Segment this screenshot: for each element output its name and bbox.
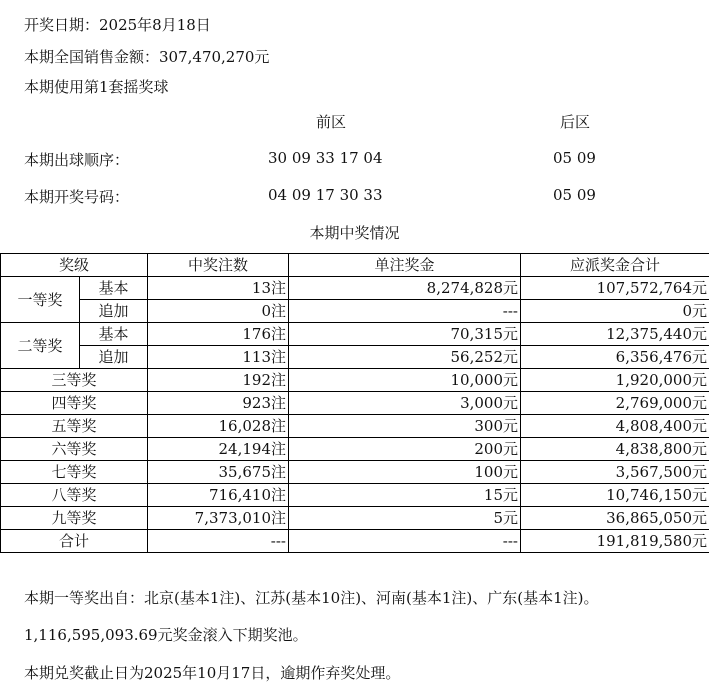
- header-count: 中奖注数: [148, 254, 289, 277]
- total-cell: 10,746,150元: [521, 484, 709, 507]
- sales-amount: 本期全国销售金额：307,470,270元: [24, 48, 270, 66]
- prize-cell: 8,274,828元: [289, 277, 521, 300]
- prize-cell: 200元: [289, 438, 521, 461]
- number-label: 本期开奖号码：: [24, 188, 130, 206]
- total-cell: 12,375,440元: [521, 323, 709, 346]
- prize-cell: 5元: [289, 507, 521, 530]
- prize-cell: 100元: [289, 461, 521, 484]
- total-cell: 6,356,476元: [521, 346, 709, 369]
- sub-level: 追加: [80, 346, 148, 369]
- level-cell: 六等奖: [1, 438, 148, 461]
- sub-level: 基本: [80, 277, 148, 300]
- prize-cell: 15元: [289, 484, 521, 507]
- total-cell: 107,572,764元: [521, 277, 709, 300]
- count-cell: 7,373,010注: [148, 507, 289, 530]
- count-cell: 113注: [148, 346, 289, 369]
- count-cell: 716,410注: [148, 484, 289, 507]
- level-cell: 九等奖: [1, 507, 148, 530]
- level-second: 二等奖: [1, 323, 80, 369]
- header-prize: 单注奖金: [289, 254, 521, 277]
- order-label: 本期出球顺序：: [24, 151, 130, 169]
- table-row: [1, 507, 709, 530]
- order-front-numbers: 30 09 33 17 04: [268, 149, 383, 167]
- jackpot-rollover: 1,116,595,093.69元奖金滚入下期奖池。: [24, 626, 308, 644]
- count-cell: 192注: [148, 369, 289, 392]
- table-row: [1, 369, 709, 392]
- count-cell: 923注: [148, 392, 289, 415]
- count-cell: 35,675注: [148, 461, 289, 484]
- level-cell: 五等奖: [1, 415, 148, 438]
- level-cell: 七等奖: [1, 461, 148, 484]
- prize-cell: 10,000元: [289, 369, 521, 392]
- total-cell: 36,865,050元: [521, 507, 709, 530]
- table-row: [1, 461, 709, 484]
- count-cell: 13注: [148, 277, 289, 300]
- prize-cell: 70,315元: [289, 323, 521, 346]
- ball-set-info: 本期使用第1套摇奖球: [24, 78, 169, 96]
- total-cell: 4,838,800元: [521, 438, 709, 461]
- table-title: 本期中奖情况: [309, 224, 400, 242]
- sum-prize: ---: [289, 530, 521, 553]
- prize-cell: ---: [289, 300, 521, 323]
- winning-front-numbers: 04 09 17 30 33: [268, 186, 383, 204]
- sum-label: 合计: [1, 530, 148, 553]
- sum-total: 191,819,580元: [521, 530, 709, 553]
- count-cell: 0注: [148, 300, 289, 323]
- total-cell: 1,920,000元: [521, 369, 709, 392]
- level-cell: 四等奖: [1, 392, 148, 415]
- total-cell: 2,769,000元: [521, 392, 709, 415]
- level-cell: 八等奖: [1, 484, 148, 507]
- table-header-row: [1, 254, 709, 277]
- total-cell: 3,567,500元: [521, 461, 709, 484]
- prize-table: [0, 253, 709, 553]
- first-prize-origins: 本期一等奖出自：北京(基本1注)、江苏(基本10注)、河南(基本1注)、广东(基本1注)。: [24, 589, 599, 607]
- count-cell: 24,194注: [148, 438, 289, 461]
- prize-cell: 56,252元: [289, 346, 521, 369]
- header-total: 应派奖金合计: [521, 254, 709, 277]
- order-back-numbers: 05 09: [553, 149, 596, 167]
- table-row: [1, 392, 709, 415]
- sub-level: 基本: [80, 323, 148, 346]
- winning-back-numbers: 05 09: [553, 186, 596, 204]
- total-cell: 0元: [521, 300, 709, 323]
- total-cell: 4,808,400元: [521, 415, 709, 438]
- count-cell: 16,028注: [148, 415, 289, 438]
- front-zone-label: 前区: [316, 113, 347, 131]
- claim-deadline: 本期兑奖截止日为2025年10月17日，逾期作弃奖处理。: [24, 664, 401, 682]
- table-row: [1, 346, 709, 369]
- level-cell: 三等奖: [1, 369, 148, 392]
- table-row: [1, 438, 709, 461]
- draw-date: 开奖日期：2025年8月18日: [24, 16, 211, 34]
- table-row: [1, 277, 709, 300]
- table-row: [1, 484, 709, 507]
- sum-count: ---: [148, 530, 289, 553]
- level-first: 一等奖: [1, 277, 80, 323]
- table-row: [1, 300, 709, 323]
- table-sum-row: [1, 530, 709, 553]
- sub-level: 追加: [80, 300, 148, 323]
- header-level: 奖级: [1, 254, 148, 277]
- prize-cell: 3,000元: [289, 392, 521, 415]
- count-cell: 176注: [148, 323, 289, 346]
- back-zone-label: 后区: [560, 113, 591, 131]
- table-row: [1, 323, 709, 346]
- prize-cell: 300元: [289, 415, 521, 438]
- table-row: [1, 415, 709, 438]
